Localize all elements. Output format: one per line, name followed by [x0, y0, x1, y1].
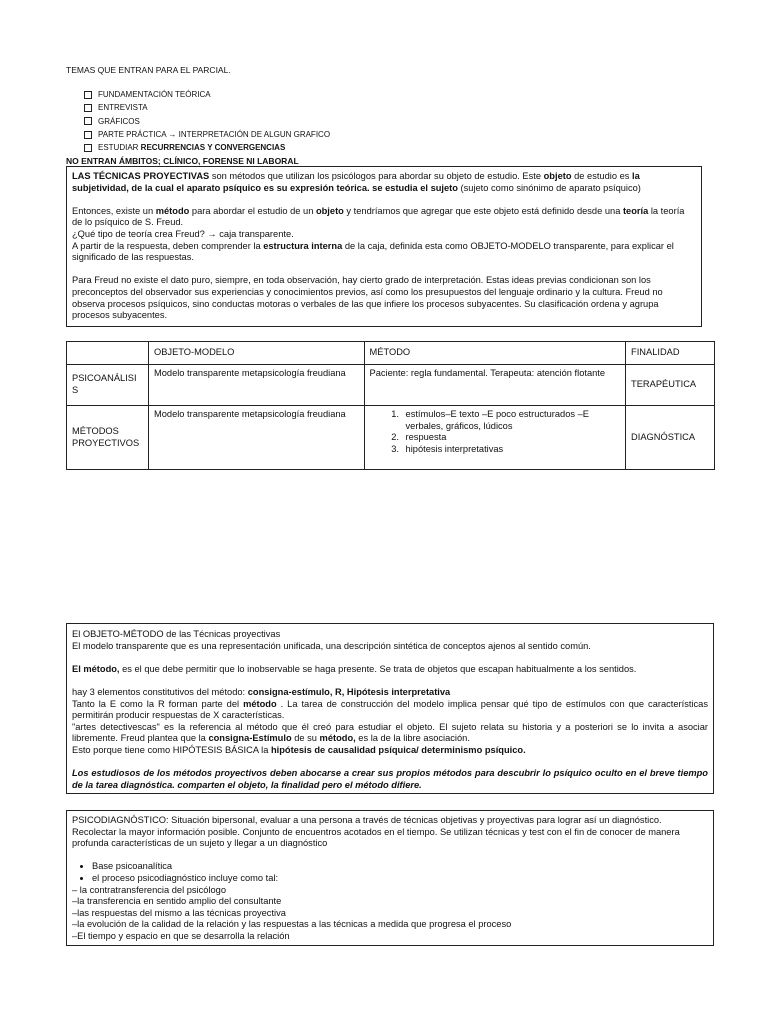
- checkbox[interactable]: [84, 117, 92, 125]
- dash-item: –las respuestas del mismo a las técnicas proyectiva: [72, 907, 286, 918]
- checklist-item[interactable]: [84, 101, 330, 114]
- dash-item: –El tiempo y espacio en que se desarrolla la relación: [72, 930, 290, 941]
- paragraph: "artes detectivescas" es la referencia al método que él creó para estudiar el objeto. El sujeto relata su historia y a posteriori se lo invita a asociar libremente. Freud plantea que la consigna-Estímulo de su método, es la de la libre asociación.: [72, 721, 708, 744]
- paragraph: A partir de la respuesta, deben comprender la estructura interna de la caja, definida esta como OBJETO-MODELO transparente, para explicar el significado de las respuestas.: [72, 240, 674, 263]
- checklist-item[interactable]: [84, 128, 330, 141]
- checklist-item-label: GRÁFICOS: [98, 116, 140, 126]
- paragraph: hay 3 elementos constitutivos del método: consigna-estímulo, R, Hipótesis interpretativa: [72, 686, 451, 697]
- paragraph: Para Freud no existe el dato puro, siempre, en toda observación, hay cierto grado de interpretación. Estas ideas previas condicionan son los preconceptos del observador sus experiencias y conocimientos previos, así como los presupuestos del lenguaje ordinario y la cultura. Freud no observa procesos psíquicos, sino conductas motoras o verbales de las que infiere los procesos subyacentes. Su clasificación ordena y agrupa procesos subyacentes.: [72, 275, 663, 321]
- label-bold: RECURRENCIAS Y CONVERGENCIAS: [140, 143, 286, 153]
- checklist-item[interactable]: [84, 141, 330, 154]
- header-cell: MÉTODO: [364, 342, 626, 365]
- checklist-item-label: ENTREVISTA: [98, 103, 148, 113]
- label-prefix: ESTUDIAR: [98, 143, 141, 153]
- checklist-item[interactable]: [84, 115, 330, 128]
- psychodiagnosis-box: [66, 810, 714, 946]
- table-cell: Paciente: regla fundamental. Terapeuta: atención flotante: [364, 365, 626, 406]
- header-cell: OBJETO-MODELO: [148, 342, 364, 365]
- paragraph: El método, es el que debe permitir que lo inobservable se haga presente. Se trata de objetos que escapan habitualmente a los sentidos.: [72, 663, 637, 674]
- list-item: • el proceso psicodiagnóstico incluye como tal:: [92, 873, 708, 885]
- comparison-table: [66, 341, 715, 470]
- paragraph: El modelo transparente que es una representación unificada, una descripción sintética de conceptos ajenos al sentido común.: [72, 640, 591, 651]
- table-row: [67, 365, 715, 406]
- method-steps-list: [370, 409, 621, 455]
- dash-item: –la transferencia en sentido amplio del consultante: [72, 896, 282, 907]
- checkbox[interactable]: [84, 144, 92, 152]
- checkbox[interactable]: [84, 104, 92, 112]
- row-label: MÉTODOS PROYECTIVOS: [67, 406, 149, 470]
- object-method-box: [66, 623, 714, 794]
- dash-item: – la contratransferencia del psicólogo: [72, 884, 227, 895]
- table-header-row: [67, 342, 715, 365]
- paragraph: Tanto la E como la R forman parte del método . La tarea de construcción del modelo implica pensar qué tipo de estímulos con que características permitirán producir respuestas de X características.: [72, 698, 708, 721]
- paragraph: El OBJETO-MÉTODO de las Técnicas proyectivas: [72, 629, 281, 639]
- topics-checklist: [84, 88, 330, 154]
- list-item: 3. hipótesis interpretativas: [402, 444, 621, 456]
- projective-techniques-box: [66, 166, 702, 327]
- bullet-list: [72, 861, 708, 884]
- paragraph: PSICODIAGNÓSTICO: Situación bipersonal, evaluar a una persona a través de técnicas objetivas y proyectivas para lograr así un diagnóstico. Recolectar la mayor información posible. Conjunto de encuentros acotados en el tiempo. Se utilizan técnicas y test con el fin de conocer de manera profunda características de un sujeto y llegar a un diagnóstico: [72, 815, 680, 849]
- paragraph: Los estudiosos de los métodos proyectivos deben abocarse a crear sus propios métodos para descubrir lo psíquico oculto en el breve tiempo de la tarea diagnóstica. comparten el objeto, la finalidad pero el método difiere.: [72, 768, 708, 790]
- table-row: [67, 406, 715, 470]
- list-item: 2. respuesta: [402, 432, 621, 444]
- header-cell: FINALIDAD: [626, 342, 715, 365]
- checkbox[interactable]: [84, 91, 92, 99]
- dash-item: –la evolución de la calidad de la relación y las respuestas a las técnicas a medida que progresa el proceso: [72, 919, 512, 930]
- paragraph: Entonces, existe un método para abordar el estudio de un objeto y tendríamos que agregar que este objeto está definido desde una teoría la teoría de lo psíquico de S. Freud.: [72, 205, 685, 228]
- paragraph: ¿Qué tipo de teoría crea Freud? → caja transparente.: [72, 228, 294, 239]
- checklist-item-label: PARTE PRÁCTICA → INTERPRETACIÓN DE ALGUN GRAFICO: [98, 130, 331, 140]
- checklist-item-label: FUNDAMENTACIÓN TEÓRICA: [98, 90, 211, 100]
- page-heading: TEMAS QUE ENTRAN PARA EL PARCIAL.: [66, 65, 231, 75]
- table-cell: Modelo transparente metapsicología freudiana: [148, 365, 364, 406]
- table-cell: [364, 406, 626, 470]
- paragraph: LAS TÉCNICAS PROYECTIVAS son métodos que utilizan los psicólogos para abordar su objeto de estudio. Este objeto de estudio es la subjetividad, de la cual el aparato psíquico es su expresión teórica. se estudia el sujeto (sujeto como sinónimo de aparato psíquico): [72, 171, 641, 193]
- table-cell: Modelo transparente metapsicología freudiana: [148, 406, 364, 470]
- exclusion-note: NO ENTRAN ÁMBITOS; CLÍNICO, FORENSE NI LABORAL: [66, 156, 299, 166]
- list-item: • Base psicoanalítica: [92, 861, 708, 873]
- paragraph: Esto porque tiene como HIPÓTESIS BÁSICA la hipótesis de causalidad psíquica/ determinismo psíquico.: [72, 744, 526, 755]
- checklist-item-label: [98, 143, 285, 152]
- table-cell: TERAPÉUTICA: [626, 365, 715, 406]
- checklist-item[interactable]: [84, 88, 330, 101]
- checkbox[interactable]: [84, 131, 92, 139]
- list-item: 1. estímulos–E texto –E poco estructurados –E verbales, gráficos, lúdicos: [402, 409, 621, 432]
- header-cell: [67, 342, 149, 365]
- table-cell: DIAGNÓSTICA: [626, 406, 715, 470]
- row-label: PSICOANÁLISI S: [67, 365, 149, 406]
